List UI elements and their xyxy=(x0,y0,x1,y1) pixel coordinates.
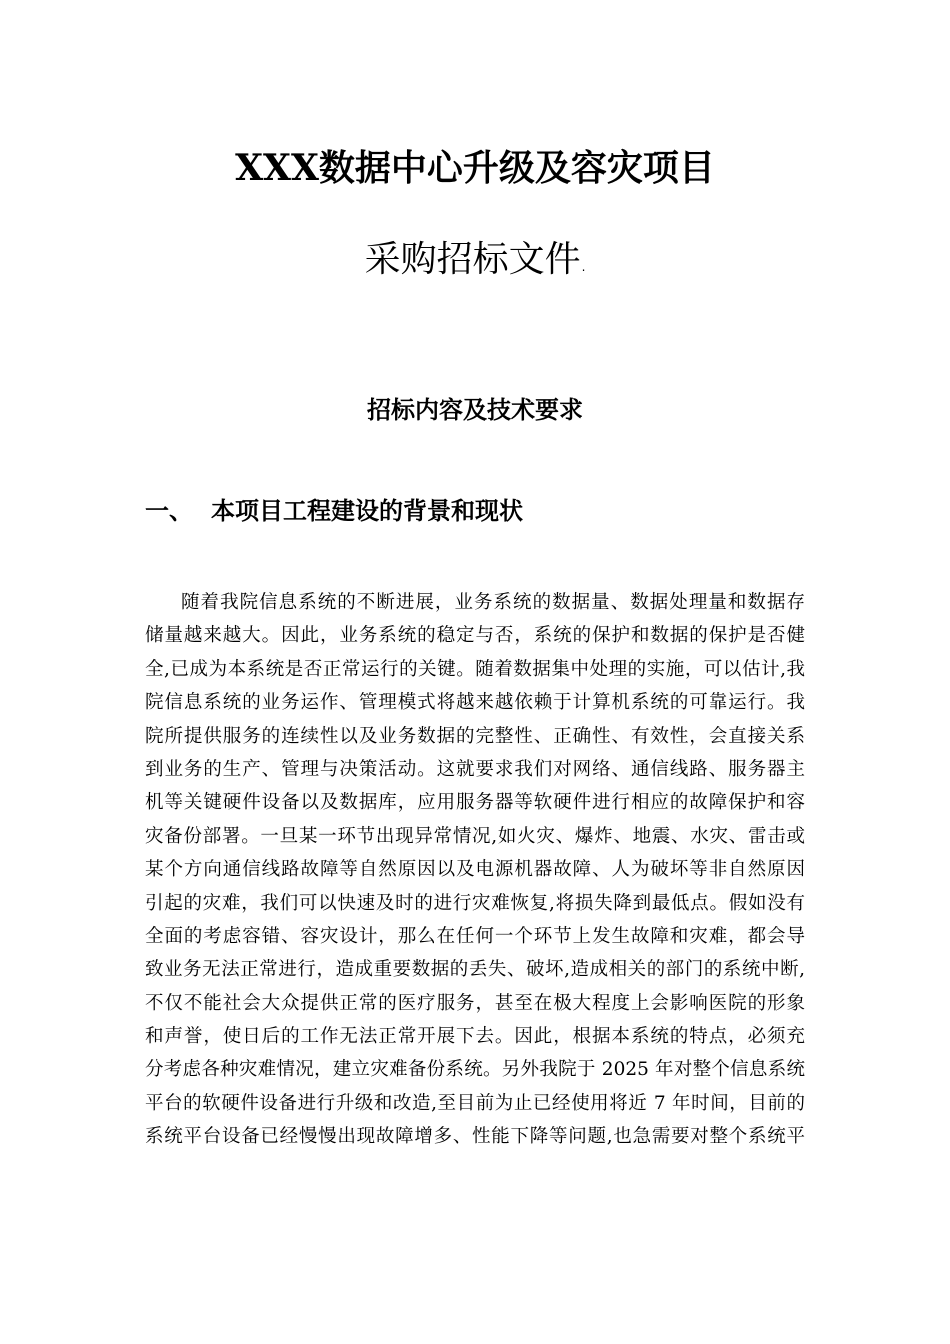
paragraph-line: 院信息系统的业务运作、管理模式将越来越依赖于计算机系统的可靠运行。我 xyxy=(145,692,805,714)
body-paragraph xyxy=(145,586,805,1154)
paragraph-line: 和声誉，使日后的工作无法正常开展下去。因此，根据本系统的特点，必须充 xyxy=(145,1026,805,1048)
section-number: 一、 xyxy=(145,496,193,525)
paragraph-line: 分考虑各种灾难情况，建立灾难备份系统。另外我院于 2025 年对整个信息系统 xyxy=(145,1059,805,1081)
paragraph-line: 机等关键硬件设备以及数据库，应用服务器等软硬件进行相应的故障保护和容 xyxy=(145,792,805,814)
document-title-line-2 xyxy=(0,238,950,289)
paragraph-line: 灾备份部署。一旦某一环节出现异常情况,如火灾、爆炸、地震、水灾、雷击或 xyxy=(145,825,805,847)
paragraph-line: 系统平台设备已经慢慢出现故障增多、性能下降等问题,也急需要对整个系统平 xyxy=(145,1126,805,1148)
paragraph-line: 全面的考虑容错、容灾设计，那么在任何一个环节上发生故障和灾难，都会导 xyxy=(145,925,805,947)
paragraph-line: 到业务的生产、管理与决策活动。这就要求我们对网络、通信线路、服务器主 xyxy=(145,758,805,780)
paragraph-line: 随着我院信息系统的不断进展，业务系统的数据量、数据处理量和数据存 xyxy=(181,592,805,613)
paragraph-line: 致业务无法正常进行，造成重要数据的丢失、破坏,造成相关的部门的系统中断, xyxy=(145,959,805,981)
document-subtitle: 招标内容及技术要求 xyxy=(367,395,583,424)
document-title-line-2-text: 采购招标文件 xyxy=(364,239,581,280)
paragraph-line: 储量越来越大。因此，业务系统的稳定与否，系统的保护和数据的保护是否健 xyxy=(145,625,805,647)
paragraph-line: 平台的软硬件设备进行升级和改造,至目前为止已经使用将近 7 年时间，目前的 xyxy=(145,1092,805,1114)
paragraph-line: 引起的灾难，我们可以快速及时的进行灾难恢复,将损失降到最低点。假如没有 xyxy=(145,892,805,914)
paragraph-line: 不仅不能社会大众提供正常的医疗服务，甚至在极大程度上会影响医院的形象 xyxy=(145,992,805,1014)
document-title-line-1: XXX数据中心升级及容灾项目 xyxy=(235,147,715,189)
paragraph-line: 全,已成为本系统是否正常运行的关键。随着数据集中处理的实施，可以估计,我 xyxy=(145,658,805,680)
paragraph-line: 院所提供服务的连续性以及业务数据的完整性、正确性、有效性，会直接关系 xyxy=(145,725,805,747)
section-heading xyxy=(145,494,523,528)
section-heading-text: 本项目工程建设的背景和现状 xyxy=(211,496,523,525)
paragraph-line: 某个方向通信线路故障等自然原因以及电源机器故障、人为破坏等非自然原因 xyxy=(145,859,805,881)
document-title-line-2-mark: . xyxy=(581,260,586,274)
